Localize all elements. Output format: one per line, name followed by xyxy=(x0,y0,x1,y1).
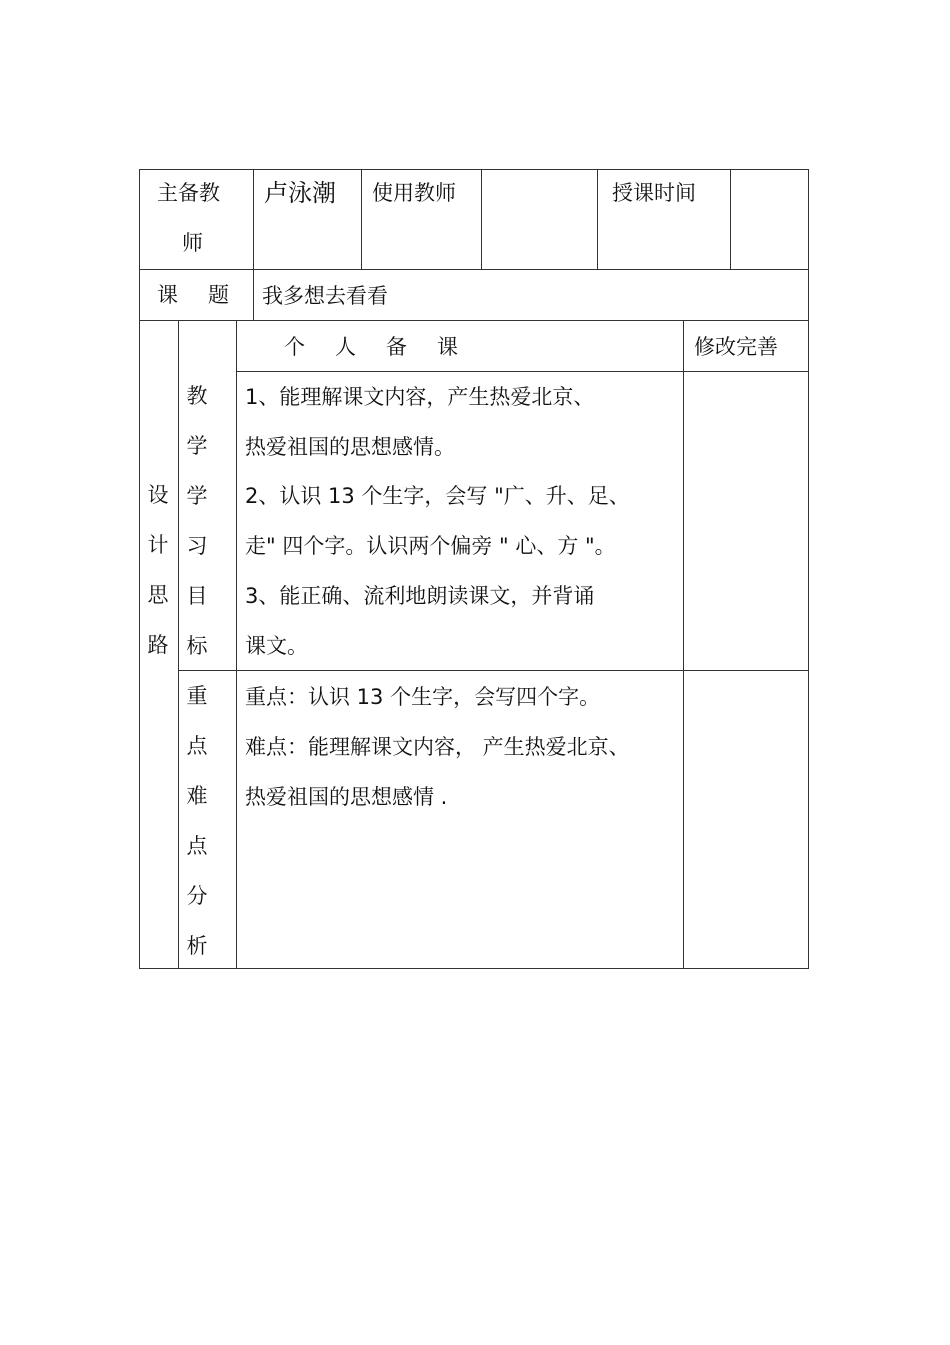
col-divider xyxy=(597,169,598,270)
lead-teacher-name: 卢泳潮 xyxy=(264,179,336,207)
topic-label-part2: 题 xyxy=(208,283,229,307)
key-point-line: 热爱祖国的思想感情 . xyxy=(245,785,448,809)
lesson-plan-table xyxy=(139,169,809,969)
col-divider xyxy=(361,169,362,270)
row-divider xyxy=(139,269,809,270)
row-divider xyxy=(178,670,809,671)
class-time-label: 授课时间 xyxy=(612,181,696,205)
col-divider xyxy=(236,320,237,969)
objective-line: 3、能正确、流利地朗读课文，并背诵 xyxy=(245,584,595,608)
objective-line: 热爱祖国的思想感情。 xyxy=(245,435,455,459)
personal-prep-char: 备 xyxy=(386,335,407,359)
objective-line: 课文。 xyxy=(245,634,308,658)
row-divider xyxy=(236,371,809,372)
col-divider xyxy=(481,169,482,270)
col-divider xyxy=(683,320,684,969)
col-divider xyxy=(253,169,254,320)
personal-prep-char: 课 xyxy=(437,335,458,359)
objective-line: 走" 四个字。认识两个偏旁 " 心、方 "。 xyxy=(245,534,616,558)
key-points-label: 重 点 难 点 分 析 xyxy=(186,684,208,958)
objective-line: 2、认识 13 个生字，会写 "广、升、足、 xyxy=(245,484,630,508)
objective-line: 1、能理解课文内容，产生热爱北京、 xyxy=(245,385,595,409)
using-teacher-label: 使用教师 xyxy=(372,181,456,205)
topic-label-part1: 课 xyxy=(157,283,178,307)
objectives-label: 教 学 学 习 目 标 xyxy=(186,384,208,658)
col-divider xyxy=(730,169,731,270)
topic-value: 我多想去看看 xyxy=(262,284,388,308)
col-divider xyxy=(178,320,179,969)
personal-prep-char: 人 xyxy=(335,335,356,359)
key-point-line: 难点：能理解课文内容， 产生热爱北京、 xyxy=(245,735,630,759)
design-section-label: 设 计 思 路 xyxy=(147,483,169,657)
revise-label: 修改完善 xyxy=(694,335,778,359)
lead-teacher-label-cont: 师 xyxy=(182,231,203,255)
lead-teacher-label: 主备教 xyxy=(157,181,220,205)
personal-prep-char: 个 xyxy=(284,335,305,359)
row-divider xyxy=(139,320,809,321)
key-point-line: 重点：认识 13 个生字，会写四个字。 xyxy=(245,685,601,709)
